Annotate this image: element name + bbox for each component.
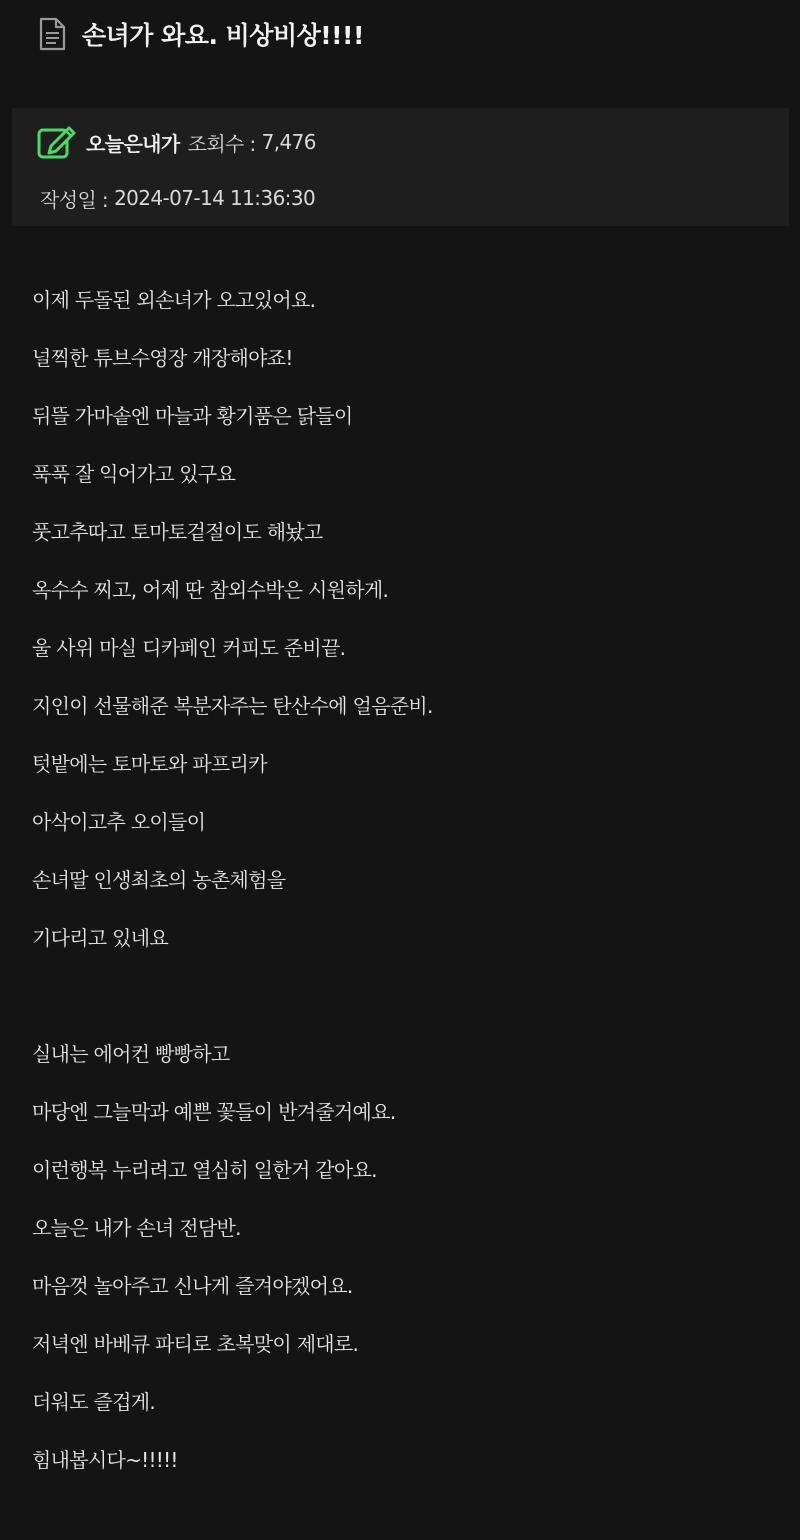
meta-date-row xyxy=(40,180,315,216)
content-line: 오늘은 내가 손녀 전담반. xyxy=(32,1216,241,1240)
content-line: 힘내봅시다~!!!!! xyxy=(32,1448,178,1472)
post-title: 손녀가 와요. 비상비상!!!! xyxy=(82,21,364,50)
content-line: 텃밭에는 토마토와 파프리카 xyxy=(32,752,267,776)
content-line: 풋고추따고 토마토겉절이도 해놨고 xyxy=(32,520,323,544)
post-meta xyxy=(12,108,789,226)
content-blank-line xyxy=(32,976,772,1034)
date-label: 작성일 : xyxy=(40,187,109,212)
content-line: 널찍한 튜브수영장 개장해야죠! xyxy=(32,346,293,370)
content-line: 기다리고 있네요 xyxy=(32,926,168,950)
content-line: 푹푹 잘 익어가고 있구요 xyxy=(32,462,236,486)
content-line: 지인이 선물해준 복분자주는 탄산수에 얼음준비. xyxy=(32,694,433,718)
content-line: 저녁엔 바베큐 파티로 초복맞이 제대로. xyxy=(32,1332,359,1356)
content-line: 이제 두돌된 외손녀가 오고있어요. xyxy=(32,288,316,312)
post-date: 2024-07-14 11:36:30 xyxy=(114,186,316,210)
content-line: 실내는 에어컨 빵빵하고 xyxy=(32,1042,230,1066)
content-line: 울 사위 마실 디카페인 커피도 준비끝. xyxy=(32,636,346,660)
document-icon xyxy=(36,16,68,52)
meta-author-row xyxy=(36,124,316,160)
views-label: 조회수 : xyxy=(187,131,256,156)
author-name[interactable]: 오늘은내가 xyxy=(86,131,180,156)
views-count: 7,476 xyxy=(261,130,316,154)
content-line: 아삭이고추 오이들이 xyxy=(32,810,206,834)
content-line: 뒤뜰 가마솥엔 마늘과 황기품은 닭들이 xyxy=(32,404,353,428)
post-title-bar xyxy=(36,12,776,56)
content-line: 마당엔 그늘막과 예쁜 꽃들이 반겨줄거예요. xyxy=(32,1100,396,1124)
post-content xyxy=(32,280,772,1498)
content-line: 손녀딸 인생최초의 농촌체험을 xyxy=(32,868,286,892)
content-line: 옥수수 찌고, 어제 딴 참외수박은 시원하게. xyxy=(32,578,389,602)
content-line: 더워도 즐겁게. xyxy=(32,1390,156,1414)
edit-icon xyxy=(36,124,78,160)
content-line: 이런행복 누리려고 열심히 일한거 같아요. xyxy=(32,1158,377,1182)
content-line: 마음껏 놀아주고 신나게 즐겨야겠어요. xyxy=(32,1274,353,1298)
